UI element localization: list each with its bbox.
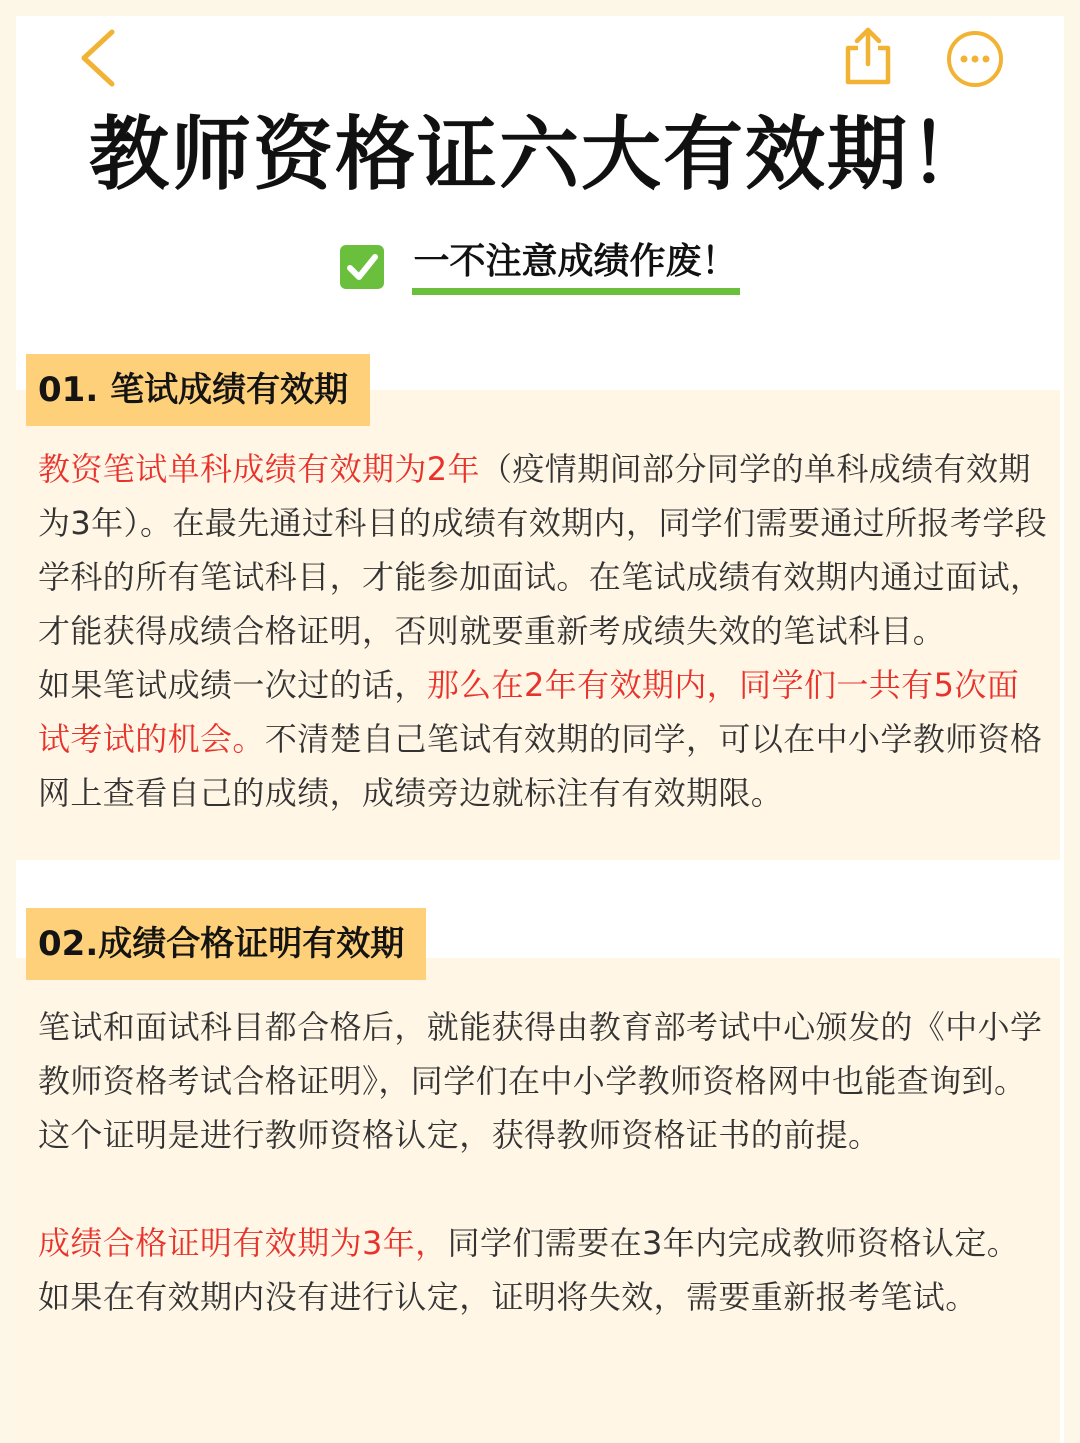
body-text: 不清楚自己笔试有效期的同学，可以在中小学教师资格网上查看自己的成绩，成绩旁边就标注有有效期限。 [38, 720, 1043, 812]
page-title: 教师资格证六大有效期！ [89, 108, 991, 201]
section-1-header: 01. 笔试成绩有效期 [26, 354, 370, 426]
section-2-body [38, 1000, 1048, 1324]
body-text: （疫情期间部分同学的单科成绩有效期为3年）。在最先通过科目的成绩有效期内，同学们需要通过所报考学段学科的所有笔试科目，才能参加面试。在笔试成绩有效期内通过面试，才能获得成绩合格证明，否则就要重新考成绩失效的笔试科目。 [38, 450, 1048, 650]
more-dots-icon[interactable] [946, 30, 1004, 88]
body-text: 同学们需要在3年内完成教师资格认定。如果在有效期内没有进行认定，证明将失效，需要重新报考笔试。 [38, 1224, 1020, 1316]
section-1-body [38, 442, 1048, 820]
section-2-header: 02.成绩合格证明有效期 [26, 908, 426, 980]
section-2-paragraph-2 [38, 1216, 1048, 1324]
highlight-text: 教资笔试单科成绩有效期为2年 [38, 450, 480, 488]
body-text: 如果笔试成绩一次过的话， [38, 666, 427, 704]
check-box-icon [340, 245, 384, 289]
highlight-text: 成绩合格证明有效期为3年， [38, 1224, 448, 1262]
section-1-paragraph-1 [38, 442, 1048, 658]
paragraph-gap [38, 1162, 1048, 1216]
chevron-left-icon[interactable] [74, 28, 122, 88]
subtitle-row [0, 238, 1080, 295]
subtitle: 一不注意成绩作废！ [412, 238, 740, 295]
section-1-paragraph-2 [38, 658, 1048, 820]
top-nav-bar [0, 0, 1080, 110]
section-2-paragraph-1 [38, 1000, 1048, 1162]
body-text: 笔试和面试科目都合格后，就能获得由教育部考试中心颁发的《中小学教师资格考试合格证明》，同学们在中小学教师资格网中也能查询到。这个证明是进行教师资格认定，获得教师资格证书的前提。 [38, 1008, 1043, 1154]
share-icon[interactable] [840, 26, 896, 86]
highlight-text: 那么在2年有效期内，同学们一共有5次面试考试的机会。 [38, 666, 1020, 758]
